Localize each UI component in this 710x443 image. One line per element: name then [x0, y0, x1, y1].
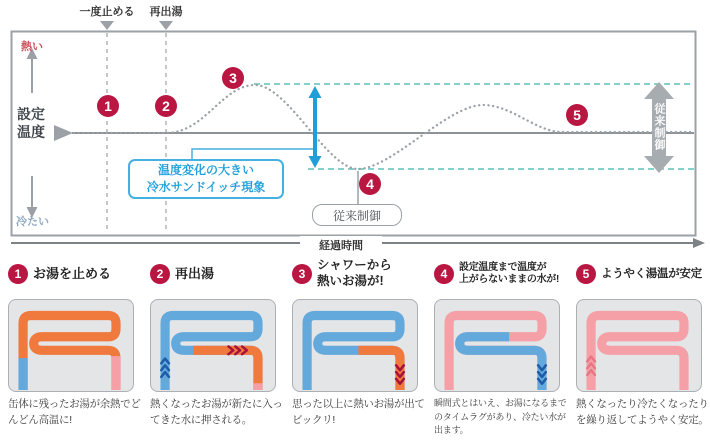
panel-title: お湯を止める	[33, 265, 112, 281]
elapsed-time-arrow-icon	[693, 238, 705, 248]
marker-label-stop-once: 一度止める	[79, 6, 135, 18]
panel-badge: 2	[150, 264, 170, 284]
panel-badge: 1	[8, 264, 28, 284]
panel-badge: 4	[434, 264, 454, 284]
pipe-diagram	[8, 299, 134, 392]
panel-4	[434, 252, 568, 438]
panel-badge: 3	[292, 264, 312, 284]
pipe-diagram	[434, 299, 560, 392]
panel-3	[292, 252, 426, 429]
panel-caption: 熱くなったお湯が新たに入ってきた水に押される。	[150, 398, 283, 426]
marker-label-reheat: 再出湯	[149, 6, 183, 18]
pipe-diagram	[150, 299, 276, 392]
marker-triangle-icon	[159, 21, 173, 30]
panel-caption: 思った以上に熱いお湯が出てビックリ!	[292, 398, 425, 426]
conventional-range-label: 従来制御	[653, 103, 665, 151]
point-badge-3: 3	[222, 67, 244, 89]
point-badge-1: 1	[97, 95, 119, 117]
panel-1	[8, 252, 142, 429]
panel-title: 設定温度まで温度が 上がらないままの水が!	[459, 261, 560, 285]
panel-caption: 熱くなったり冷たくなったりを繰り返してようやく安定。	[576, 398, 709, 426]
point-badge-5: 5	[566, 104, 588, 126]
panel-title: ようやく湯温が安定	[601, 267, 702, 280]
panel-2	[150, 252, 284, 429]
pipe-diagram	[292, 299, 418, 392]
point-badge-4: 4	[359, 173, 381, 195]
panel-caption: 缶体に残ったお湯が余熱でどんどん高温に!	[8, 398, 141, 426]
callout-box	[128, 159, 284, 199]
set-temp-label: 設定 温度	[17, 106, 45, 140]
panel-title: 再出湯	[175, 265, 215, 281]
pipe-diagram	[576, 299, 702, 392]
callout-line-1: 温度変化の大きい	[157, 162, 254, 177]
point-badge-2: 2	[155, 95, 177, 117]
hot-label: 熱い	[21, 41, 43, 53]
panel-title: シャワーから 熱いお湯が!	[317, 258, 392, 288]
panel-5	[576, 252, 710, 429]
conventional-control-box: 従来制御	[312, 204, 402, 226]
callout-line-2: 冷水サンドイッチ現象	[146, 180, 266, 194]
marker-triangle-icon	[100, 21, 114, 30]
panel-badge: 5	[576, 264, 596, 284]
cold-label: 冷たい	[16, 216, 49, 228]
panel-caption: 瞬間式とはいえ、お湯になるまでのタイムラグがあり、冷たい水が出ます。	[434, 398, 567, 435]
elapsed-time-label: 経過時間	[300, 236, 382, 254]
